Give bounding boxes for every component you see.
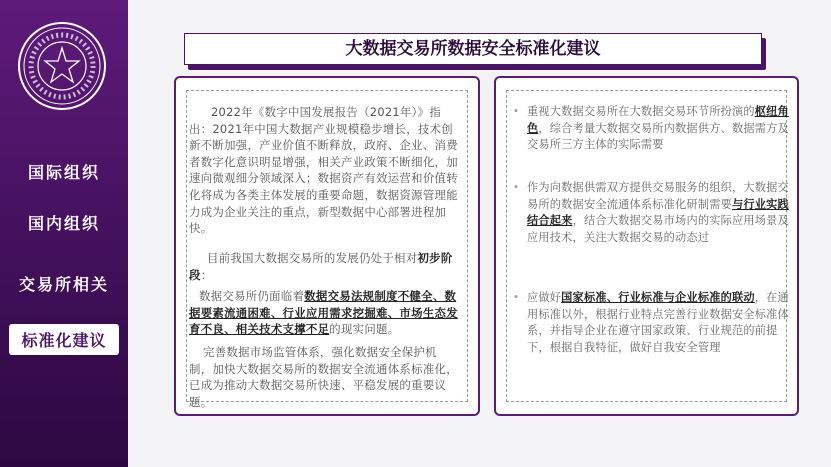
university-logo [17, 21, 107, 111]
sidebar-item-standardization[interactable]: 标准化建议 [9, 324, 119, 355]
sidebar-item-domestic[interactable]: 国内组织 [27, 214, 100, 233]
left-paragraph-2: 目前我国大数据交易所的发展仍处于相对初步阶段： [189, 251, 453, 282]
sidebar-item-international[interactable]: 国际组织 [27, 163, 100, 182]
right-bullet-3: • 应做好国家标准、行业标准与企业标准的联动，在通用标准以外，根据行业特点完善行业数据安全标准体系，并指导企业在遵守国家政策、行业规范的前提下，根据自我特征，做好自我安全管理 [513, 291, 789, 354]
sidebar-item-exchange[interactable]: 交易所相关 [18, 275, 109, 294]
right-bullet-1: • 重视大数据交易所在大数据交易环节所扮演的枢纽角色，综合考量大数据交易所内数据供方、数据需方及交易所三方主体的实际需要 [513, 105, 789, 152]
sidebar [0, 0, 128, 467]
bullet-icon: • [513, 182, 520, 193]
slide-title: 大数据交易所数据安全标准化建议 [184, 33, 762, 65]
left-paragraph-3: 数据交易所仍面临着数据交易法规制度不健全、数据要素流通困难、行业应用需求挖掘难、市场生态发育不良、相关技术支撑不足的现实问题。 [189, 289, 458, 337]
left-paragraph-1: 2022年《数字中国发展报告（2021年）》指出：2021年中国大数据产业规模稳步增长，技术创新不断加强，产业价值不断释放，政府、企业、消费者数字化意识明显增强，相关产业政策不断细化，加速向微观细分领域深入；数据资产有效运营和价值转化将成为各类主体发展的重要命题，数据资源管理能力成为企业关注的重点，新型数据中心部署进程加快。 [189, 105, 458, 236]
left-paragraph-4: 完善数据市场监管体系，强化数据安全保护机制，加快大数据交易所的数据安全流通体系标准化，已成为推动大数据交易所快速、平稳发展的重要议题。 [189, 345, 458, 409]
right-bullet-2: • 作为向数据供需双方提供交易服务的组织，大数据交易所的数据安全流通体系标准化研制需要与行业实践结合起来，结合大数据交易市场内的实际应用场景及应用技术，关注大数据交易的动态过 [513, 181, 789, 244]
bullet-icon: • [513, 292, 520, 303]
bullet-icon: • [513, 106, 520, 117]
